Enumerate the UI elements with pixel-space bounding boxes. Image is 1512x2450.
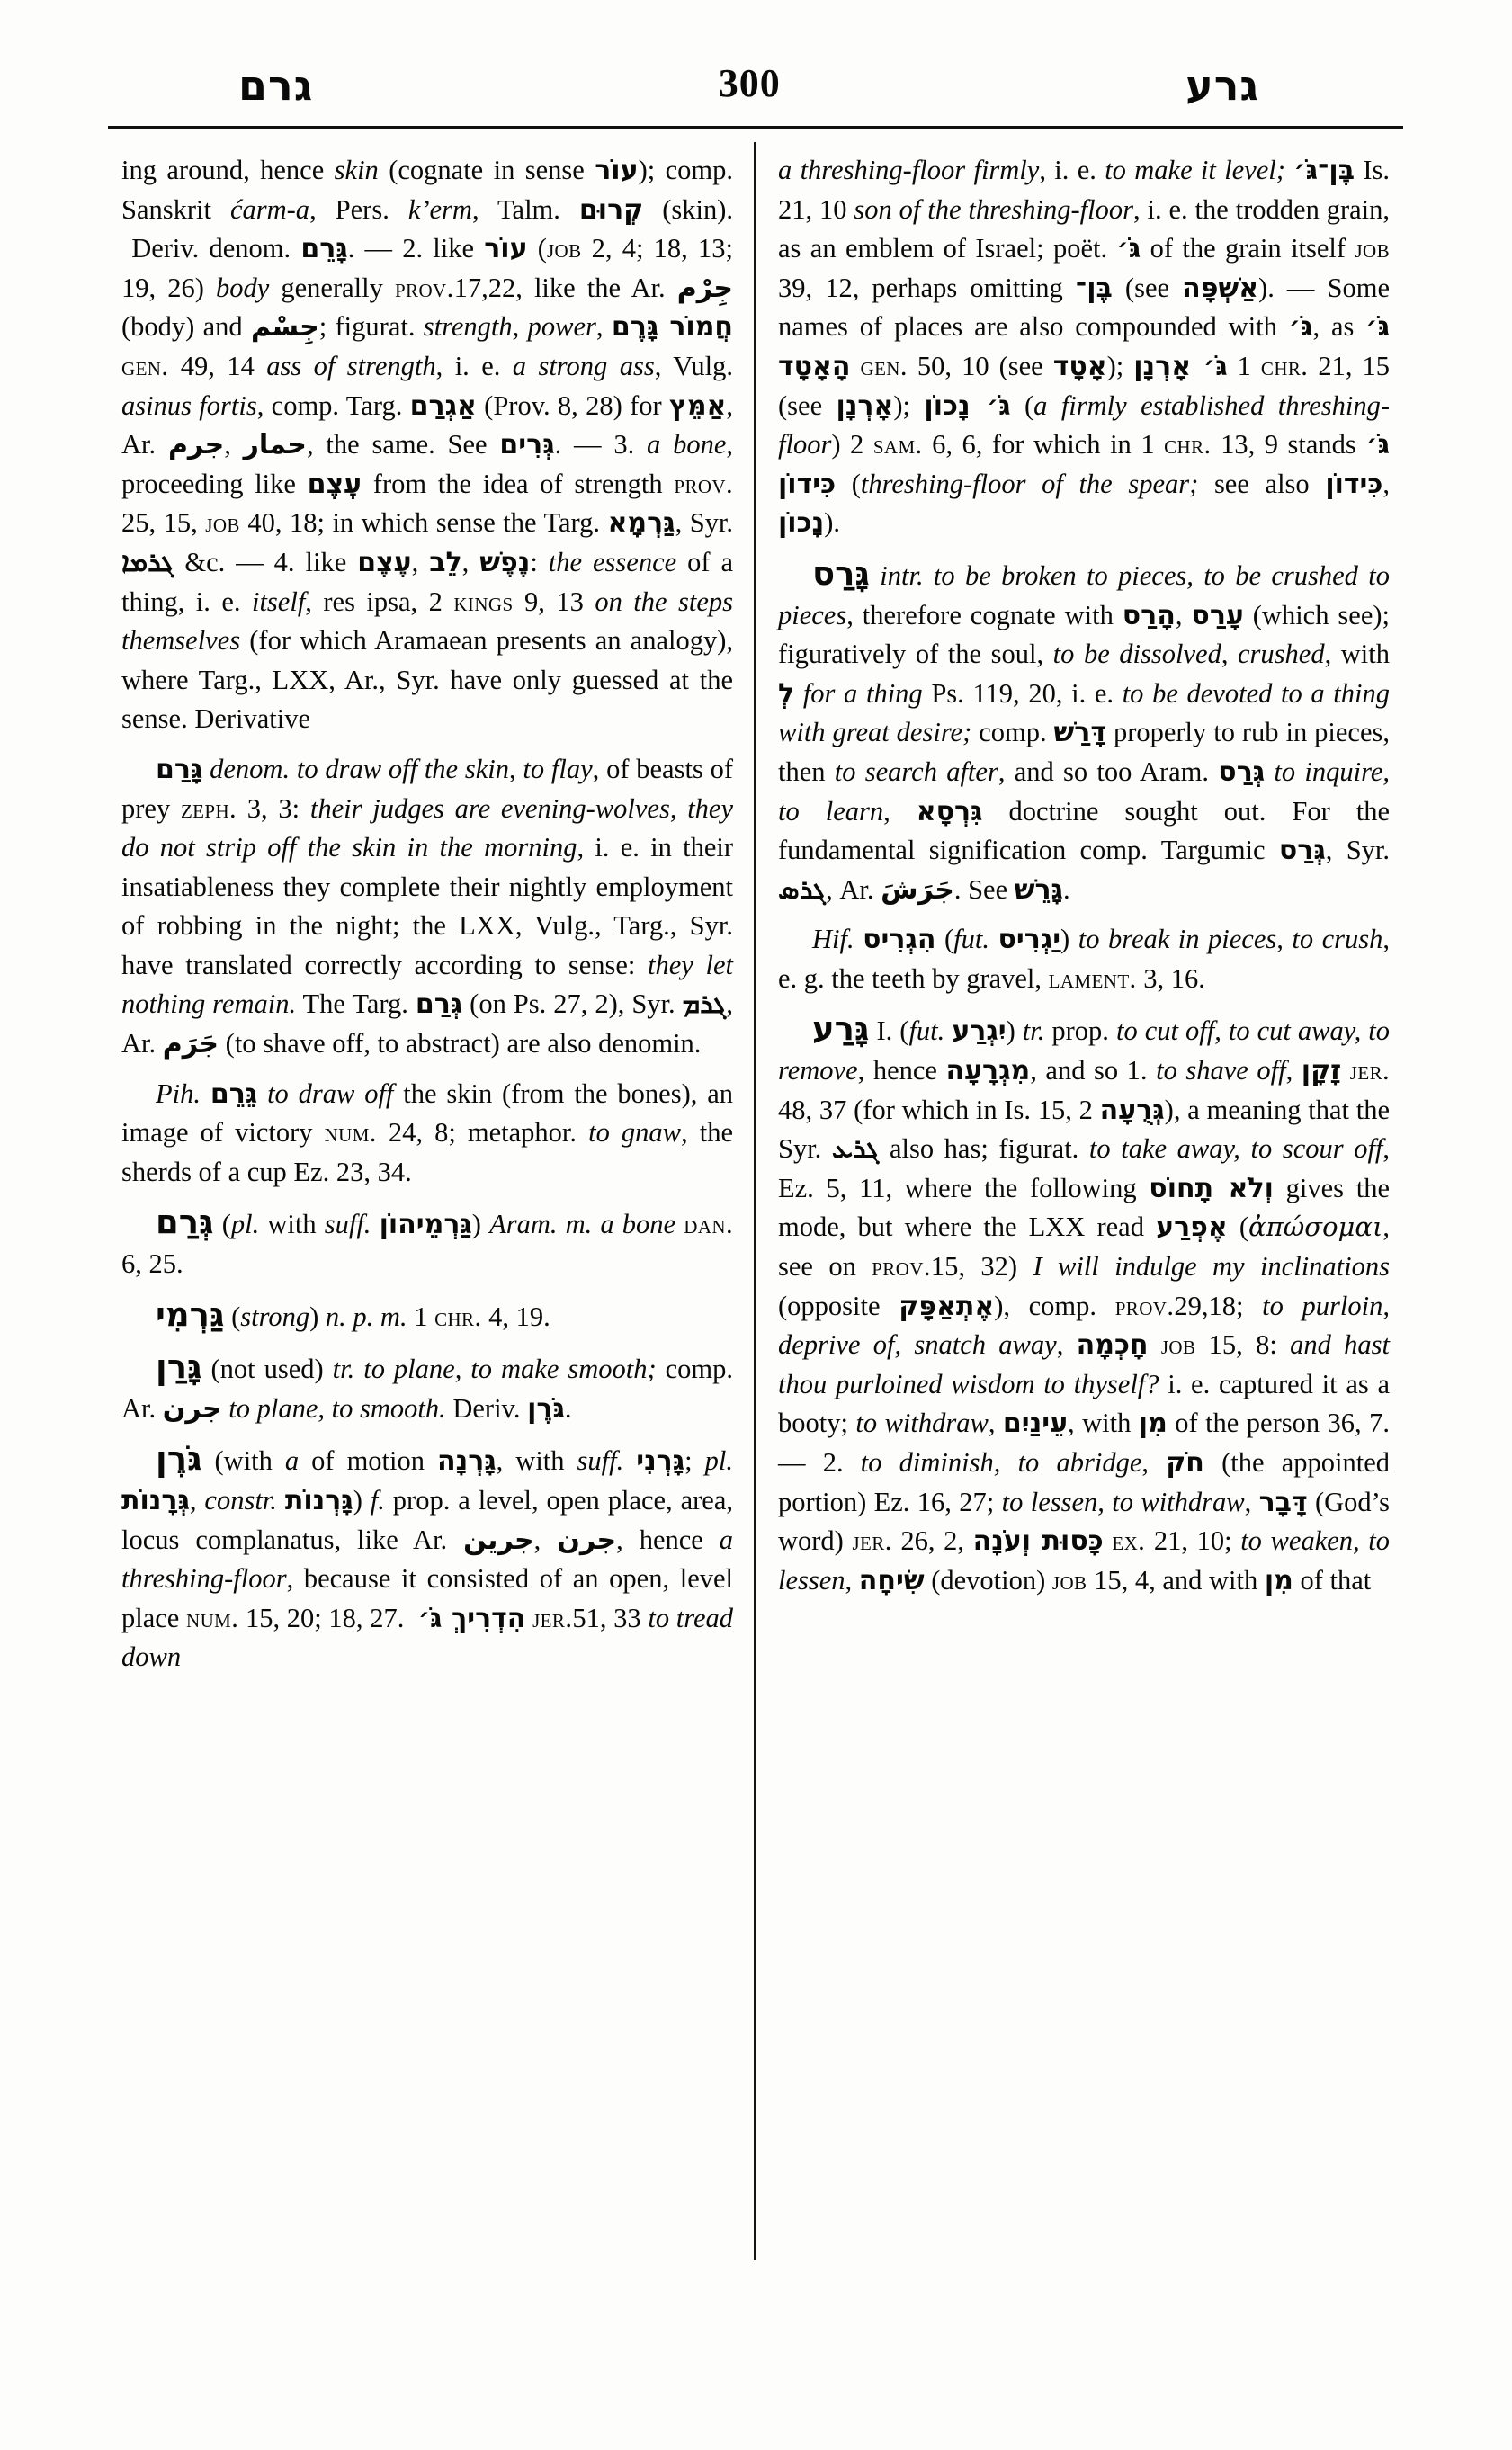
- header-rule: [108, 126, 1403, 129]
- text-body: [108, 151, 1403, 2274]
- entry-garan: גָּרַן (not used) tr. to plane, to make smooth; comp. Ar. جرن to plane, to smooth. Deriv. גֹּרֶן.: [121, 1347, 733, 1425]
- paragraph-skin-cognate: ing around, hence skin (cognate in sense עוֹר); comp. Sanskrit ćarm-a, Pers. k’erm, Talm. קְרוּם (skin). Deriv. denom. גָּרֵם. — 2. like עוֹר (job 2, 4; 18, 13; 19, 26) body generally prov.17,22, like the Ar. جِرْم (body) and جِسْم; figurat. strength, power, חֲמוֹר גָּרֶם gen. 49, 14 ass of strength, i. e. a strong ass, Vulg. asinus fortis, comp. Targ. אַגְרַם (Prov. 8, 28) for אַמֵּץ, Ar. جرم, حمار, the same. See גְּרִים. — 3. a bone, proceeding like עֶצֶם from the idea of strength prov. 25, 15, job 40, 18; in which sense the Targ. גַּרְמָא, Syr. ܓܪܡܐ &c. — 4. like עֶצֶם, לֵב, נֶפֶשׁ: the essence of a thing, i. e. itself, res ipsa, 2 kings 9, 13 on the steps themselves (for which Aramaean presents an analogy), where Targ., LXX, Ar., Syr. have only guessed at the sense. Derivative: [121, 155, 734, 735]
- entry-geram-aramaic: גְּרַם (pl. with suff. גַּרְמֵיהוֹן) Aram. m. a bone dan. 6, 25.: [121, 1203, 733, 1280]
- entry-pihel-gerem: Pih. גֵּרֵם to draw off the skin (from the bones), an image of victory num. 24, 8; metaphor. to gnaw, the sherds of a cup Ez. 23, 34.: [121, 1077, 734, 1187]
- entry-gara: גָּרַע I. (fut. יִגְרַע) tr. prop. to cut off, to cut away, to remove, hence מִגְרָעָה, and so 1. to shave off, זָקָן jer. 48, 37 (for which in Is. 15, 2 גְּרֻעָה), a meaning that the Syr. ܓܪܥ also has; figurat. to take away, to scour off, Ez. 5, 11, where the following וְלֹא תָחוֹס gives the mode, but where the LXX read אֶפְרַע (ἀπώσομαι, see on prov.15, 32) I will indulge my inclinations (opposite אֶתְאַפָּק), comp. prov.29,18; to purloin, deprive of, snatch away, חָכְמָה job 15, 8: and hast thou purloined wisdom to thyself? i. e. captured it as a booty; to withdraw, עֵינַיִם, with מִן of the person 36, 7. — 2. to diminish, to abridge, חֹק (the appointed portion) Ez. 16, 27; to lessen, to withdraw, דָּבָר (God’s word) jer. 26, 2, כָּסוּת וְעֹנָה ex. 21, 10; to weaken, to lessen, שִׂיחָה (devotion) job 15, 4, and with מִן of that: [778, 1009, 1391, 1596]
- running-head-left-hebrew: גרם: [238, 61, 314, 110]
- running-head-right-hebrew: גרע: [1185, 61, 1259, 110]
- entry-garmi: גַּרְמִי (strong) n. p. m. 1 chr. 4, 19.: [156, 1294, 550, 1334]
- running-head: [108, 41, 1403, 110]
- page-number: 300: [718, 61, 781, 105]
- left-column: [121, 151, 733, 1677]
- right-column: [778, 151, 1390, 1600]
- entry-goren: גֹּרֶן (with a of motion גָּרְנָה, with suff. גָּרְנִי; pl. גְּרָנוֹת, constr. גָּרְנוֹת) f. prop. a level, open place, area, locus complanatus, like Ar. جرين, جرن, hence a threshing-floor, because it consisted of an open, level place num. 15, 20; 18, 27. הִדְרִיךְ גֹּ׳ jer.51, 33 to tread down: [121, 1439, 733, 1673]
- entry-hifil-higris: Hif. הִגְרִיס (fut. יַגְרִיס) to break in pieces, to crush, e. g. the teeth by gravel, lament. 3, 16.: [778, 924, 1391, 994]
- entry-garas: גָּרַס intr. to be broken to pieces, to be crushed to pieces, therefore cognate with הָרַס, עָרַס (which see); figuratively of the soul, to be dissolved, crushed, with לְ for a thing Ps. 119, 20, i. e. to be devoted to a thing with great desire; comp. דָּרַשׁ properly to rub in pieces, then to search after, and so too Aram. גְּרַס to inquire, to learn, גִּרְסָא doctrine sought out. For the fundamental signification comp. Targumic גְּרַס, Syr. ܓܪܣ, Ar. جَرَشَ. See גָּרֵשׁ.: [778, 553, 1391, 906]
- entry-garam-denominative: גָּרַם denom. to draw off the skin, to flay, of beasts of prey zeph. 3, 3: their judges are evening-wolves, they do not strip off the skin in the morning, i. e. in their insatiableness they complete their nightly employment of robbing in the night; the LXX, Vulg., Targ., Syr. have translated correctly according to sense: they let nothing remain. The Targ. גְּרַם (on Ps. 27, 2), Syr. ܓܪܡ, Ar. جَرَم (to shave off, to abstract) are also denomin.: [121, 753, 733, 1060]
- paragraph-goren-continued: a threshing-floor firmly, i. e. to make it level; בֶּן־גֹּ׳ Is. 21, 10 son of the threshing-floor, i. e. the trodden grain, as an emblem of Israel; poët. גֹּ׳ of the grain itself job 39, 12, perhaps omitting בֶּן־ (see אַשְׁפָּה). — Some names of places are also compounded with גֹּ׳, as גֹּ׳ הָאָטָד gen. 50, 10 (see אָטָד); גֹּ׳ אָרְנָן 1 chr. 21, 15 (see אָרְנָן); גֹּ׳ נָכוֹן (a firmly established threshing-floor) 2 sam. 6, 6, for which in 1 chr. 13, 9 stands גֹּ׳ כִּידוֹן (threshing-floor of the spear; see also כִּידוֹן, נָכוֹן).: [778, 155, 1391, 540]
